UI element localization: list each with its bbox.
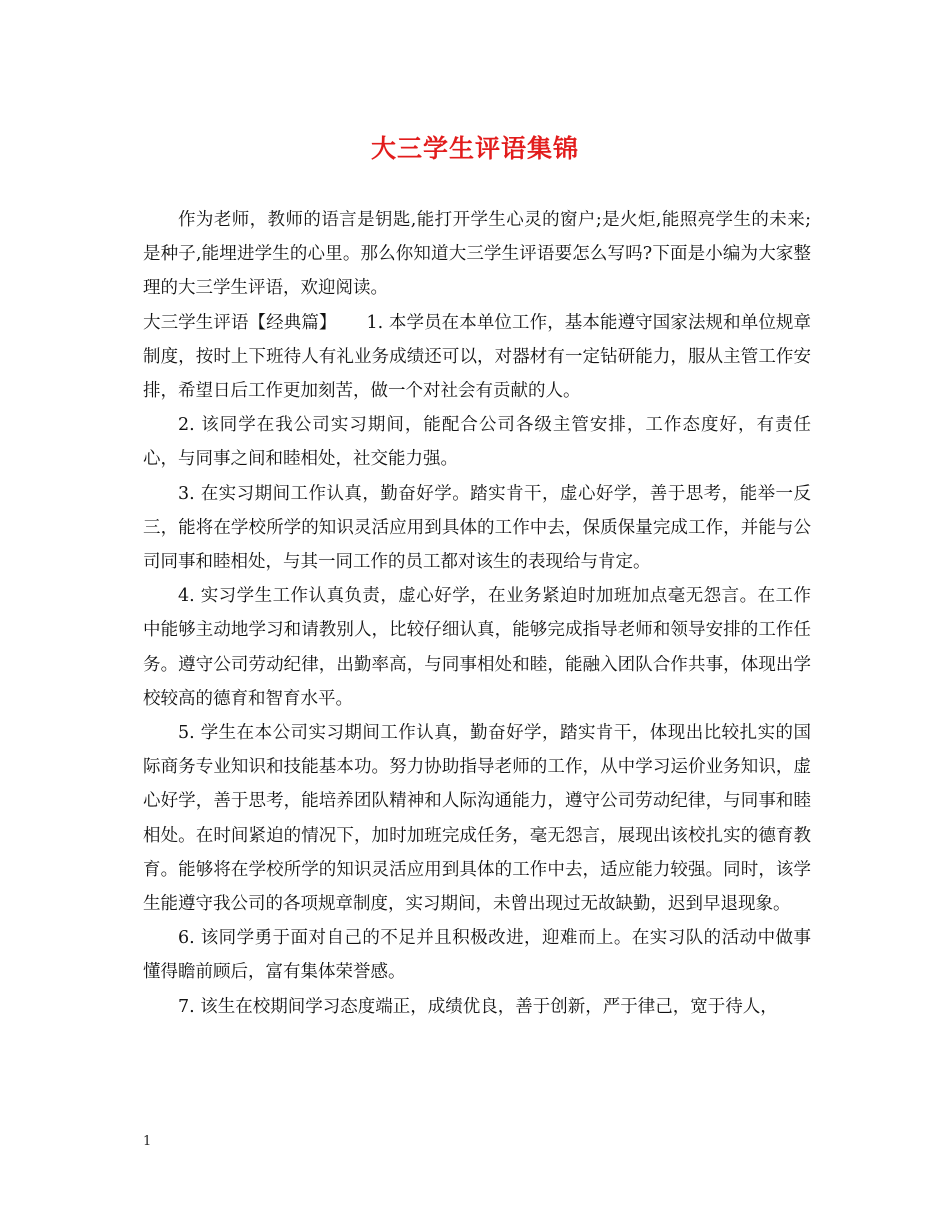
section-label: 大三学生评语【经典篇】 [143,312,337,333]
document-title: 大三学生评语集锦 [370,134,579,163]
comment-item-2: 2. 该同学在我公司实习期间，能配合公司各级主管安排，工作态度好，有责任心，与同事之间和睦相处，社交能力强。 [143,415,811,470]
comment-item-3: 3. 在实习期间工作认真，勤奋好学。踏实肯干，虚心好学，善于思考，能举一反三，能将在学校所学的知识灵活应用到具体的工作中去，保质保量完成工作，并能与公司同事和睦相处，与其一同工作的员工都对该生的表现给与肯定。 [143,483,811,573]
document-body [143,203,811,1024]
comment-item-5: 5. 学生在本公司实习期间工作认真，勤奋好学，踏实肯干，体现出比较扎实的国际商务专业知识和技能基本功。努力协助指导老师的工作，从中学习运价业务知识，虚心好学，善于思考，能培养团队精神和人际沟通能力，遵守公司劳动纪律，与同事和睦相处。在时间紧迫的情况下，加时加班完成任务，毫无怨言，展现出该校扎实的德育教育。能够将在学校所学的知识灵活应用到具体的工作中去，适应能力较强。同时，该学生能遵守我公司的各项规章制度，实习期间，未曾出现过无故缺勤，迟到早退现象。 [143,723,811,915]
comment-item-1: 1. 本学员在本单位工作，基本能遵守国家法规和单位规章制度，按时上下班待人有礼业务成绩还可以，对器材有一定钻研能力，服从主管工作安排，希望日后工作更加刻苦，做一个对社会有贡献的人。 [143,312,812,402]
intro-paragraph: 作为老师，教师的语言是钥匙,能打开学生心灵的窗户;是火炬,能照亮学生的未来;是种子,能埋进学生的心里。那么你知道大三学生评语要怎么写吗?下面是小编为大家整理的大三学生评语，欢迎阅读。 [143,210,811,299]
page-number: 1 [143,1134,152,1149]
section-paragraph [143,306,811,409]
comment-item-7: 7. 该生在校期间学习态度端正，成绩优良，善于创新，严于律己，宽于待人， [178,996,778,1017]
comment-item-6: 6. 该同学勇于面对自己的不足并且积极改进，迎难而上。在实习队的活动中做事懂得瞻前顾后，富有集体荣誉感。 [143,928,811,983]
comment-item-4: 4. 实习学生工作认真负责，虚心好学，在业务紧迫时加班加点毫无怨言。在工作中能够主动地学习和请教别人，比较仔细认真，能够完成指导老师和领导安排的工作任务。遵守公司劳动纪律，出勤率高，与同事相处和睦，能融入团队合作共事，体现出学校较高的德育和智育水平。 [143,586,811,709]
